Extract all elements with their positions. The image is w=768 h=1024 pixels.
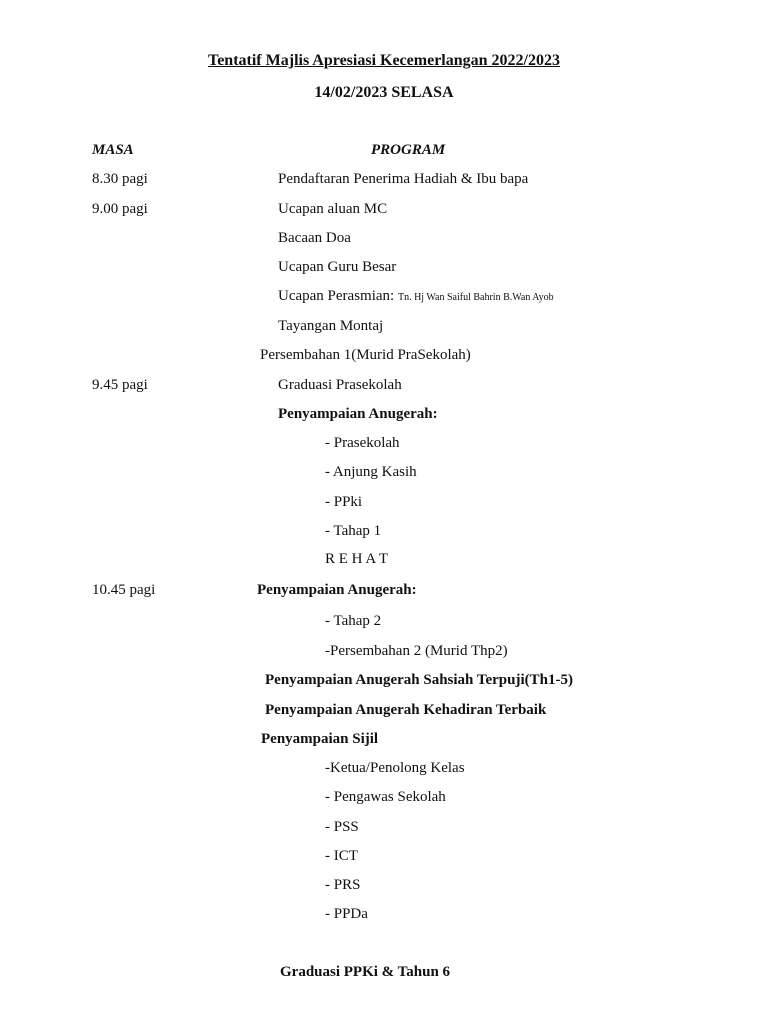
item-tayangan: Tayangan Montaj	[278, 318, 384, 334]
item-anugerah-2: Penyampaian Anugerah:	[257, 582, 417, 598]
item-anugerah-sahsiah: Penyampaian Anugerah Sahsiah Terpuji(Th1-5)	[265, 672, 573, 688]
item-ict: - ICT	[325, 848, 358, 864]
item-pengawas: - Pengawas Sekolah	[325, 789, 446, 805]
document-title: Tentatif Majlis Apresiasi Kecemerlangan 2022/2023	[208, 52, 560, 69]
item-ketua: -Ketua/Penolong Kelas	[325, 760, 465, 776]
item-rehat: R E H A T	[325, 551, 389, 567]
item-sijil: Penyampaian Sijil	[261, 731, 379, 747]
item-persembahan2: -Persembahan 2 (Murid Thp2)	[325, 643, 508, 659]
item-bacaan-doa: Bacaan Doa	[278, 230, 351, 246]
document-date: 14/02/2023 SELASA	[314, 84, 454, 101]
item-ucapan-mc: Ucapan aluan MC	[278, 201, 388, 217]
perasmian-label: Ucapan Perasmian:	[278, 288, 395, 304]
item-ppda: - PPDa	[325, 906, 368, 922]
item-prs: - PRS	[325, 877, 361, 893]
item-persembahan1: Persembahan 1(Murid PraSekolah)	[260, 347, 471, 363]
item-graduasi-pra: Graduasi Prasekolah	[278, 377, 402, 393]
time-0830: 8.30 pagi	[92, 171, 148, 187]
item-pss: - PSS	[325, 819, 359, 835]
time-0900: 9.00 pagi	[92, 201, 148, 217]
header-masa: MASA	[92, 142, 134, 158]
item-graduasi-ppki: Graduasi PPKi & Tahun 6	[280, 964, 451, 980]
time-1045: 10.45 pagi	[92, 582, 156, 598]
item-anugerah-kehadiran: Penyampaian Anugerah Kehadiran Terbaik	[265, 702, 547, 718]
item-tahap2: - Tahap 2	[325, 613, 382, 629]
item-pendaftaran: Pendaftaran Penerima Hadiah & Ibu bapa	[278, 171, 529, 187]
item-anugerah-1: Penyampaian Anugerah:	[278, 406, 438, 422]
item-tahap1: - Tahap 1	[325, 523, 382, 539]
time-0945: 9.45 pagi	[92, 377, 148, 393]
perasmian-name: Tn. Hj Wan Saiful Bahrin B.Wan Ayob	[397, 292, 554, 303]
item-ppki: - PPki	[325, 494, 363, 510]
item-ucapan-guru: Ucapan Guru Besar	[278, 259, 397, 275]
item-prasekolah: - Prasekolah	[325, 435, 400, 451]
item-ucapan-perasmian	[278, 288, 554, 305]
item-anjung-kasih: - Anjung Kasih	[325, 464, 417, 480]
header-program: PROGRAM	[371, 142, 446, 158]
